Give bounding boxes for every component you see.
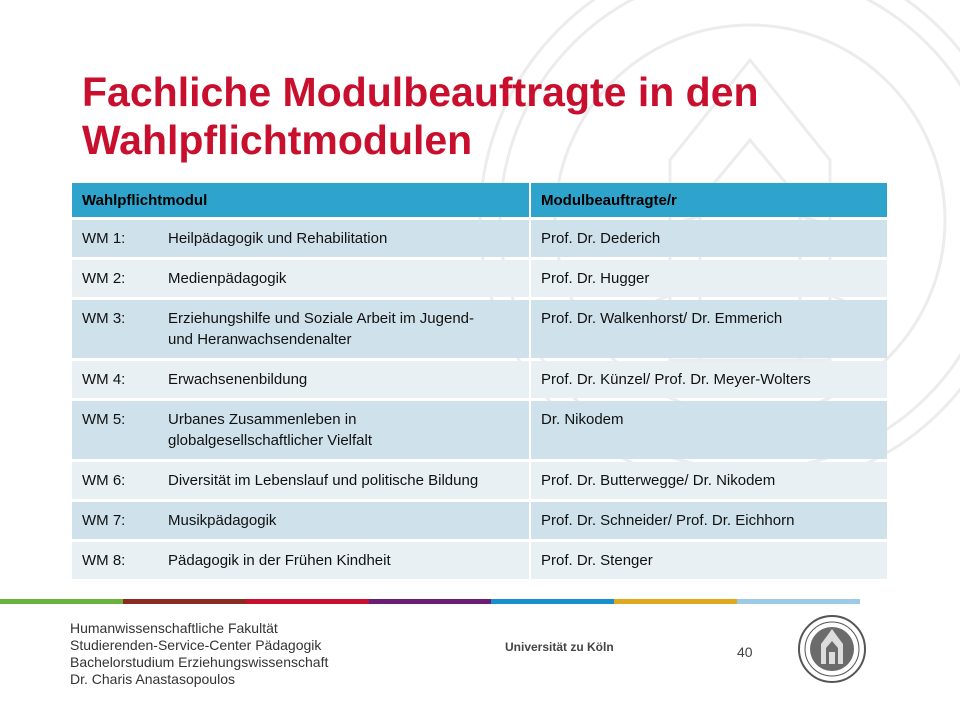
slide-title xyxy=(82,68,902,164)
table-row xyxy=(72,220,887,257)
module-code: WM 3: xyxy=(82,310,126,327)
lead-cell: Prof. Dr. Butterwegge/ Dr. Nikodem xyxy=(531,462,887,499)
stripe-segment xyxy=(614,599,737,604)
module-name: Heilpädagogik und Rehabilitation xyxy=(168,230,388,247)
lead-cell: Prof. Dr. Walkenhorst/ Dr. Emmerich xyxy=(531,300,887,358)
header-modulbeauftragte: Modulbeauftragte/r xyxy=(531,183,887,217)
module-cell xyxy=(72,542,531,579)
stripe-segment xyxy=(123,599,246,604)
module-name: Urbanes Zusammenleben in globalgesellschaftlicher Vielfalt xyxy=(168,411,373,449)
module-name: Medienpädagogik xyxy=(168,270,287,287)
table-row xyxy=(72,260,887,297)
footer-line: Bachelorstudium Erziehungswissenschaft xyxy=(70,654,329,670)
module-name: Pädagogik in der Frühen Kindheit xyxy=(168,552,391,569)
table-row xyxy=(72,542,887,579)
color-stripe xyxy=(0,599,860,604)
stripe-segment xyxy=(491,599,614,604)
module-cell xyxy=(72,462,531,499)
footer-info xyxy=(70,620,328,688)
module-name: Musikpädagogik xyxy=(168,512,277,529)
module-name: Erwachsenenbildung xyxy=(168,371,308,388)
table-row xyxy=(72,300,887,358)
module-code: WM 2: xyxy=(82,270,126,287)
module-code: WM 8: xyxy=(82,552,126,569)
lead-cell: Prof. Dr. Stenger xyxy=(531,542,887,579)
lead-cell: Prof. Dr. Künzel/ Prof. Dr. Meyer-Wolters xyxy=(531,361,887,398)
module-code: WM 4: xyxy=(82,371,126,388)
module-cell xyxy=(72,502,531,539)
module-code: WM 1: xyxy=(82,230,126,247)
module-cell xyxy=(72,260,531,297)
module-code: WM 6: xyxy=(82,472,126,489)
lead-cell: Prof. Dr. Dederich xyxy=(531,220,887,257)
module-table xyxy=(72,180,887,582)
slide-title-line1: Fachliche Modulbeauftragte in den xyxy=(82,69,759,115)
stripe-segment xyxy=(246,599,369,604)
lead-cell: Dr. Nikodem xyxy=(531,401,887,459)
header-wahlpflichtmodul: Wahlpflichtmodul xyxy=(72,183,531,217)
module-code: WM 7: xyxy=(82,512,126,529)
module-cell xyxy=(72,361,531,398)
table-row xyxy=(72,502,887,539)
footer-line: Dr. Charis Anastasopoulos xyxy=(70,671,235,687)
footer-line: Studierenden-Service-Center Pädagogik xyxy=(70,637,322,653)
module-cell xyxy=(72,220,531,257)
table-row xyxy=(72,462,887,499)
module-cell xyxy=(72,300,531,358)
module-cell xyxy=(72,401,531,459)
lead-cell: Prof. Dr. Schneider/ Prof. Dr. Eichhorn xyxy=(531,502,887,539)
stripe-segment xyxy=(737,599,860,604)
university-seal-icon xyxy=(797,614,867,684)
module-code: WM 5: xyxy=(82,411,126,428)
page-number: 40 xyxy=(737,644,753,660)
lead-cell: Prof. Dr. Hugger xyxy=(531,260,887,297)
university-name: Universität zu Köln xyxy=(505,640,614,654)
module-name: Erziehungshilfe und Soziale Arbeit im Jugend- und Heranwachsendenalter xyxy=(168,310,475,348)
slide-title-line2: Wahlpflichtmodulen xyxy=(82,117,473,163)
stripe-segment xyxy=(0,599,123,604)
table-header-row xyxy=(72,183,887,217)
table-row xyxy=(72,361,887,398)
table-row xyxy=(72,401,887,459)
footer-line: Humanwissenschaftliche Fakultät xyxy=(70,620,278,636)
module-name: Diversität im Lebenslauf und politische Bildung xyxy=(168,472,479,489)
stripe-segment xyxy=(369,599,492,604)
